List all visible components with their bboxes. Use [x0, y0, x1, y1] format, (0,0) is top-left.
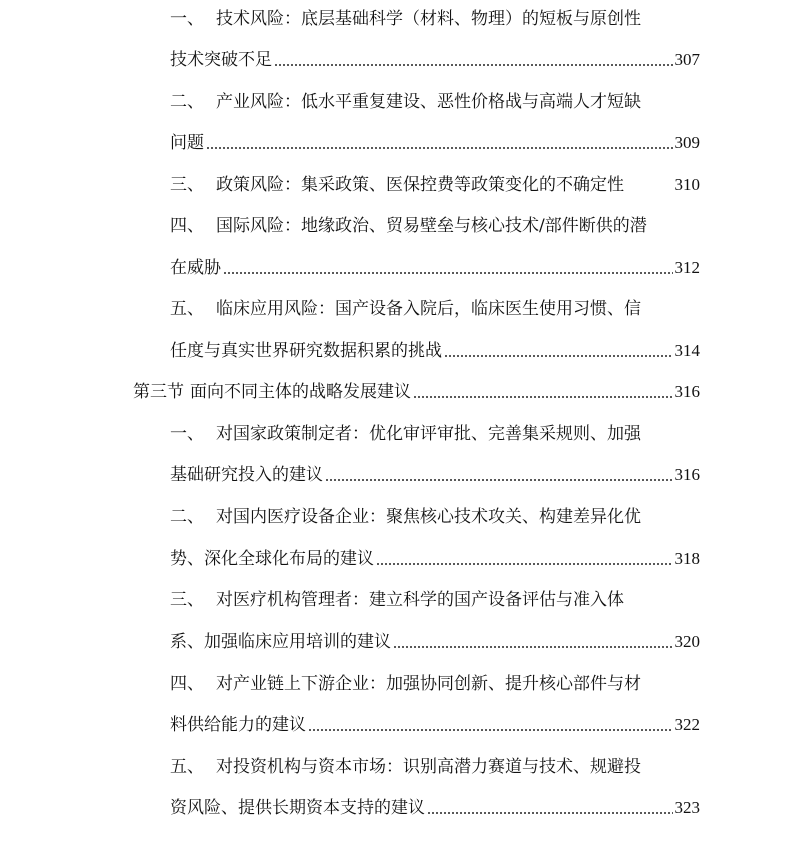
- entry-title: 临床应用风险：国产设备入院后，临床医生使用习惯、信: [216, 299, 641, 319]
- toc-entry-4[interactable]: [170, 212, 700, 240]
- toc-entry-2[interactable]: [170, 88, 700, 116]
- entry-number: 五、: [170, 299, 204, 319]
- entry-number: 四、: [170, 216, 204, 236]
- dot-leader: [413, 396, 673, 398]
- entry-title: 产业风险：低水平重复建设、恶性价格战与高端人才短缺: [216, 92, 641, 112]
- entry-title: 技术风险：底层基础科学（材料、物理）的短板与原创性: [216, 9, 641, 29]
- entry-number: 二、: [170, 507, 204, 527]
- entry-title: 对产业链上下游企业：加强协同创新、提升核心部件与材: [216, 674, 641, 694]
- toc-entry-10-continuation[interactable]: [170, 794, 700, 822]
- dot-leader: [223, 272, 673, 274]
- dot-leader: [274, 64, 673, 66]
- entry-title-continuation: 在威胁: [170, 258, 221, 278]
- toc-entry-5-continuation[interactable]: [170, 337, 700, 365]
- toc-section-3[interactable]: [133, 378, 700, 406]
- page-number: 310: [674, 175, 700, 194]
- entry-title-continuation: 技术突破不足: [170, 50, 272, 70]
- toc-entry-3[interactable]: [170, 171, 700, 199]
- toc-entry-7[interactable]: [170, 503, 700, 531]
- page-number: 312: [674, 258, 700, 277]
- section-title: 面向不同主体的战略发展建议: [190, 382, 411, 402]
- section-label: 第三节: [133, 382, 184, 402]
- toc-entry-5[interactable]: [170, 295, 700, 323]
- dot-leader: [325, 479, 673, 481]
- entry-title: 对国家政策制定者：优化审评审批、完善集采规则、加强: [216, 424, 641, 444]
- toc-entry-6[interactable]: [170, 420, 700, 448]
- page-number: 309: [674, 133, 700, 152]
- entry-title: 政策风险：集采政策、医保控费等政策变化的不确定性: [216, 175, 624, 195]
- dot-leader: [444, 355, 673, 357]
- page-number: 320: [674, 632, 700, 651]
- page-number: 316: [674, 465, 700, 484]
- entry-number: 二、: [170, 92, 204, 112]
- entry-number: 一、: [170, 424, 204, 444]
- dot-leader: [427, 812, 673, 814]
- toc-entry-6-continuation[interactable]: [170, 461, 700, 489]
- page-number: 323: [674, 798, 700, 817]
- toc-entry-9[interactable]: [170, 670, 700, 698]
- entry-title: 对国内医疗设备企业：聚焦核心技术攻关、构建差异化优: [216, 507, 641, 527]
- toc-entry-4-continuation[interactable]: [170, 254, 700, 282]
- entry-title: 国际风险：地缘政治、贸易壁垒与核心技术/部件断供的潜: [216, 216, 647, 236]
- entry-number: 五、: [170, 757, 204, 777]
- entry-title-continuation: 基础研究投入的建议: [170, 465, 323, 485]
- entry-title: 对医疗机构管理者：建立科学的国产设备评估与准入体: [216, 590, 624, 610]
- dot-leader: [376, 563, 673, 565]
- page-number: 314: [674, 341, 700, 360]
- toc-entry-9-continuation[interactable]: [170, 711, 700, 739]
- toc-entry-2-continuation[interactable]: [170, 129, 700, 157]
- page-number: 322: [674, 715, 700, 734]
- entry-title-continuation: 料供给能力的建议: [170, 715, 306, 735]
- entry-number: 一、: [170, 9, 204, 29]
- toc-entry-8[interactable]: [170, 586, 700, 614]
- page-number: 316: [674, 382, 700, 401]
- toc-entry-10[interactable]: [170, 753, 700, 781]
- toc-entry-1[interactable]: [170, 5, 700, 33]
- dot-leader: [393, 646, 673, 648]
- entry-title-continuation: 势、深化全球化布局的建议: [170, 549, 374, 569]
- dot-leader: [308, 729, 673, 731]
- page-number: 318: [674, 549, 700, 568]
- entry-title-continuation: 问题: [170, 133, 204, 153]
- toc-entry-1-continuation[interactable]: [170, 46, 700, 74]
- entry-title-continuation: 任度与真实世界研究数据积累的挑战: [170, 341, 442, 361]
- dot-leader: [206, 147, 673, 149]
- page-number: 307: [674, 50, 700, 69]
- entry-number: 四、: [170, 674, 204, 694]
- entry-title-continuation: 资风险、提供长期资本支持的建议: [170, 798, 425, 818]
- entry-title-continuation: 系、加强临床应用培训的建议: [170, 632, 391, 652]
- toc-entry-8-continuation[interactable]: [170, 628, 700, 656]
- toc-entry-7-continuation[interactable]: [170, 545, 700, 573]
- entry-number: 三、: [170, 175, 204, 195]
- entry-number: 三、: [170, 590, 204, 610]
- entry-title: 对投资机构与资本市场：识别高潜力赛道与技术、规避投: [216, 757, 641, 777]
